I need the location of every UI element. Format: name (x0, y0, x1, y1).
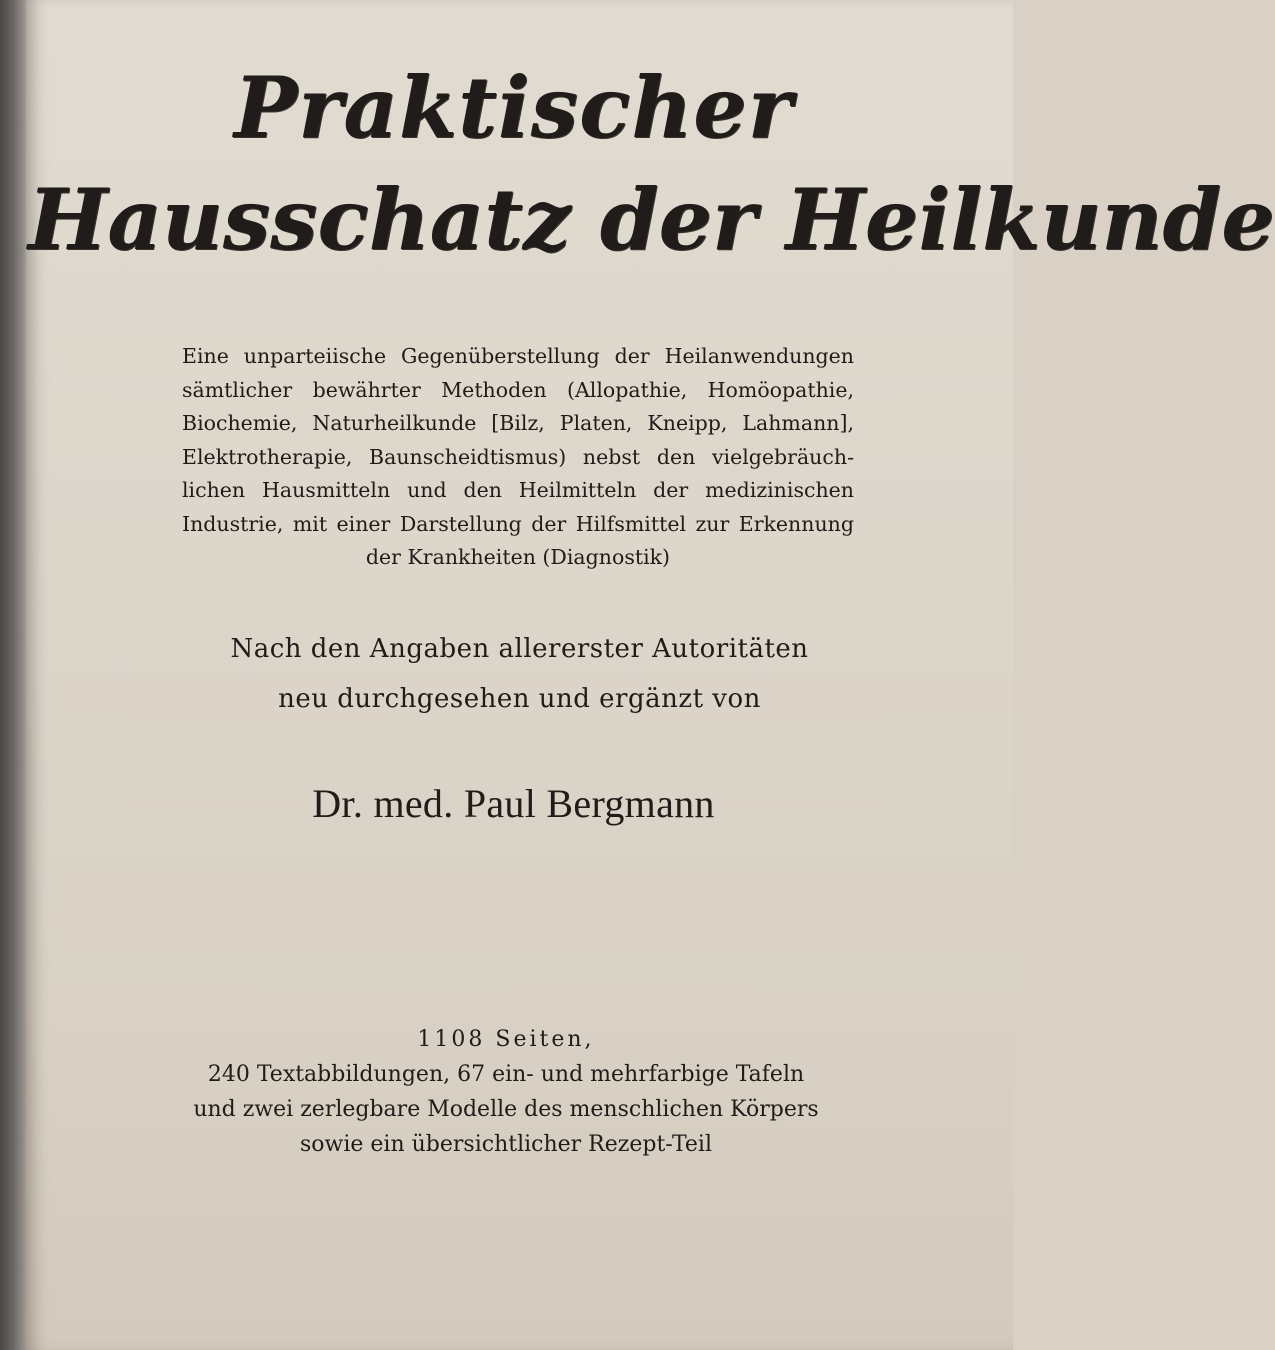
subtitle-line: Elektrotherapie, Baunscheidtismus) nebst den vielgebräuch- (182, 444, 854, 469)
illustrations-line: 240 Textabbildungen, 67 ein- und mehrfarbige Tafeln (207, 1062, 805, 1087)
subtitle-line: sämtlicher bewährter Methoden (Allopathie, Homöopathie, (182, 377, 854, 402)
subtitle-line: Eine unparteiische Gegenüberstellung der Heilanwendungen (182, 344, 854, 368)
subtitle-line: Industrie, mit einer Darstellung der Hilfsmittel zur Erkennung (182, 511, 854, 536)
subtitle-line: der Krankheiten (Diagnostik) (365, 545, 671, 569)
subtitle-line: Biochemie, Naturheilkunde [Bilz, Platen, Kneipp, Lahmann], (182, 411, 854, 435)
book-title-line-2: Hausschatz der Heilkunde (28, 170, 1275, 269)
book-title-line-1: Praktischer (234, 58, 793, 157)
models-line: und zwei zerlegbare Modelle des menschlichen Körpers (193, 1097, 819, 1122)
title-page (26, 0, 1275, 1350)
page-count: 1108 Seiten, (417, 1027, 595, 1052)
recipe-line: sowie ein übersichtlicher Rezept-Teil (300, 1132, 712, 1157)
authority-line-1: Nach den Angaben allererster Autoritäten (230, 634, 809, 664)
author-name: Dr. med. Paul Bergmann (312, 781, 715, 826)
publication-details (156, 1022, 856, 1162)
subtitle-block (182, 340, 854, 575)
authority-line-2: neu durchgesehen und ergänzt von (278, 684, 761, 714)
subtitle-line: lichen Hausmitteln und den Heilmitteln der medizinischen (182, 478, 854, 502)
